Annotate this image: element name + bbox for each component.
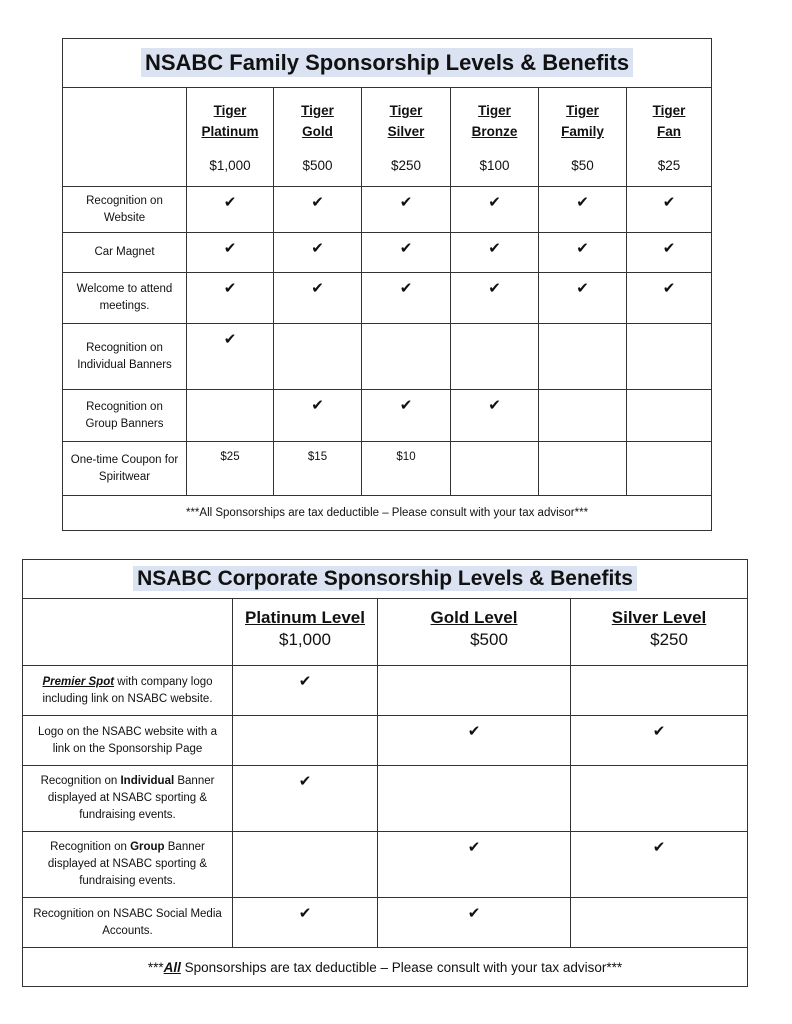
benefit-label: One-time Coupon for Spiritwear [63, 442, 187, 496]
family-level-price: $25 [627, 150, 712, 187]
family-level-header: Tiger Platinum [187, 88, 274, 151]
benefit-label: Recognition on NSABC Social Media Accounts. [23, 898, 233, 948]
check-icon: ✔ [539, 233, 627, 273]
family-level-header: Tiger Family [539, 88, 627, 151]
empty-cell [274, 324, 362, 390]
corporate-level-header: Platinum Level $1,000 [233, 599, 378, 666]
family-title-cell [63, 39, 712, 88]
family-level-header: Tiger Fan [627, 88, 712, 151]
table-row [23, 716, 748, 766]
empty-cell [187, 390, 274, 442]
family-title: NSABC Family Sponsorship Levels & Benefits [141, 48, 633, 77]
check-icon: ✔ [571, 832, 748, 898]
empty-cell [627, 390, 712, 442]
empty-cell [378, 766, 571, 832]
family-level-header: Tiger Gold [274, 88, 362, 151]
check-icon: ✔ [627, 187, 712, 233]
check-icon: ✔ [233, 666, 378, 716]
family-corner-cell [63, 88, 187, 187]
coupon-amount: $15 [274, 442, 362, 496]
table-row [63, 324, 712, 390]
empty-cell [539, 390, 627, 442]
corporate-title-cell [23, 560, 748, 599]
check-icon: ✔ [362, 233, 451, 273]
check-icon: ✔ [187, 233, 274, 273]
benefit-label: Car Magnet [63, 233, 187, 273]
empty-cell [362, 324, 451, 390]
check-icon: ✔ [451, 233, 539, 273]
empty-cell [571, 666, 748, 716]
check-icon: ✔ [274, 233, 362, 273]
table-row [63, 273, 712, 324]
family-level-header: Tiger Silver [362, 88, 451, 151]
check-icon: ✔ [451, 390, 539, 442]
family-level-price: $1,000 [187, 150, 274, 187]
corporate-title: NSABC Corporate Sponsorship Levels & Benefits [133, 566, 637, 591]
benefit-label: Premier Spot with company logo including link on NSABC website. [23, 666, 233, 716]
empty-cell [378, 666, 571, 716]
table-row [23, 898, 748, 948]
corporate-level-header: Gold Level $500 [378, 599, 571, 666]
benefit-label: Recognition on Website [63, 187, 187, 233]
check-icon: ✔ [539, 187, 627, 233]
empty-cell [539, 324, 627, 390]
check-icon: ✔ [362, 390, 451, 442]
family-footer-note: ***All Sponsorships are tax deductible – Please consult with your tax advisor*** [63, 496, 712, 531]
benefit-label: Recognition on Group Banner displayed at NSABC sporting & fundraising events. [23, 832, 233, 898]
benefit-label: Welcome to attend meetings. [63, 273, 187, 324]
check-icon: ✔ [378, 832, 571, 898]
check-icon: ✔ [571, 716, 748, 766]
check-icon: ✔ [451, 187, 539, 233]
check-icon: ✔ [627, 233, 712, 273]
check-icon: ✔ [187, 324, 274, 390]
family-level-price: $100 [451, 150, 539, 187]
check-icon: ✔ [362, 187, 451, 233]
corporate-sponsorship-table [22, 559, 748, 987]
check-icon: ✔ [378, 898, 571, 948]
table-row [23, 832, 748, 898]
table-row [63, 442, 712, 496]
family-level-price: $50 [539, 150, 627, 187]
check-icon: ✔ [539, 273, 627, 324]
empty-cell [539, 442, 627, 496]
table-row [63, 187, 712, 233]
empty-cell [233, 716, 378, 766]
check-icon: ✔ [274, 187, 362, 233]
check-icon: ✔ [187, 187, 274, 233]
check-icon: ✔ [451, 273, 539, 324]
check-icon: ✔ [627, 273, 712, 324]
coupon-amount: $10 [362, 442, 451, 496]
empty-cell [451, 324, 539, 390]
check-icon: ✔ [362, 273, 451, 324]
family-level-price: $250 [362, 150, 451, 187]
empty-cell [571, 766, 748, 832]
benefit-label: Logo on the NSABC website with a link on the Sponsorship Page [23, 716, 233, 766]
benefit-label: Recognition on Individual Banners [63, 324, 187, 390]
corporate-level-header: Silver Level $250 [571, 599, 748, 666]
check-icon: ✔ [233, 766, 378, 832]
table-row [23, 666, 748, 716]
check-icon: ✔ [274, 390, 362, 442]
benefit-label: Recognition on Individual Banner displayed at NSABC sporting & fundraising events. [23, 766, 233, 832]
corporate-footer-note: ***All Sponsorships are tax deductible – Please consult with your tax advisor*** [23, 948, 748, 987]
empty-cell [233, 832, 378, 898]
family-level-price: $500 [274, 150, 362, 187]
table-row [63, 233, 712, 273]
check-icon: ✔ [378, 716, 571, 766]
coupon-amount: $25 [187, 442, 274, 496]
corporate-corner-cell [23, 599, 233, 666]
benefit-label: Recognition on Group Banners [63, 390, 187, 442]
check-icon: ✔ [233, 898, 378, 948]
table-row [63, 390, 712, 442]
table-row [23, 766, 748, 832]
empty-cell [451, 442, 539, 496]
check-icon: ✔ [274, 273, 362, 324]
empty-cell [627, 324, 712, 390]
check-icon: ✔ [187, 273, 274, 324]
family-sponsorship-table [62, 38, 712, 531]
empty-cell [627, 442, 712, 496]
family-level-header: Tiger Bronze [451, 88, 539, 151]
empty-cell [571, 898, 748, 948]
